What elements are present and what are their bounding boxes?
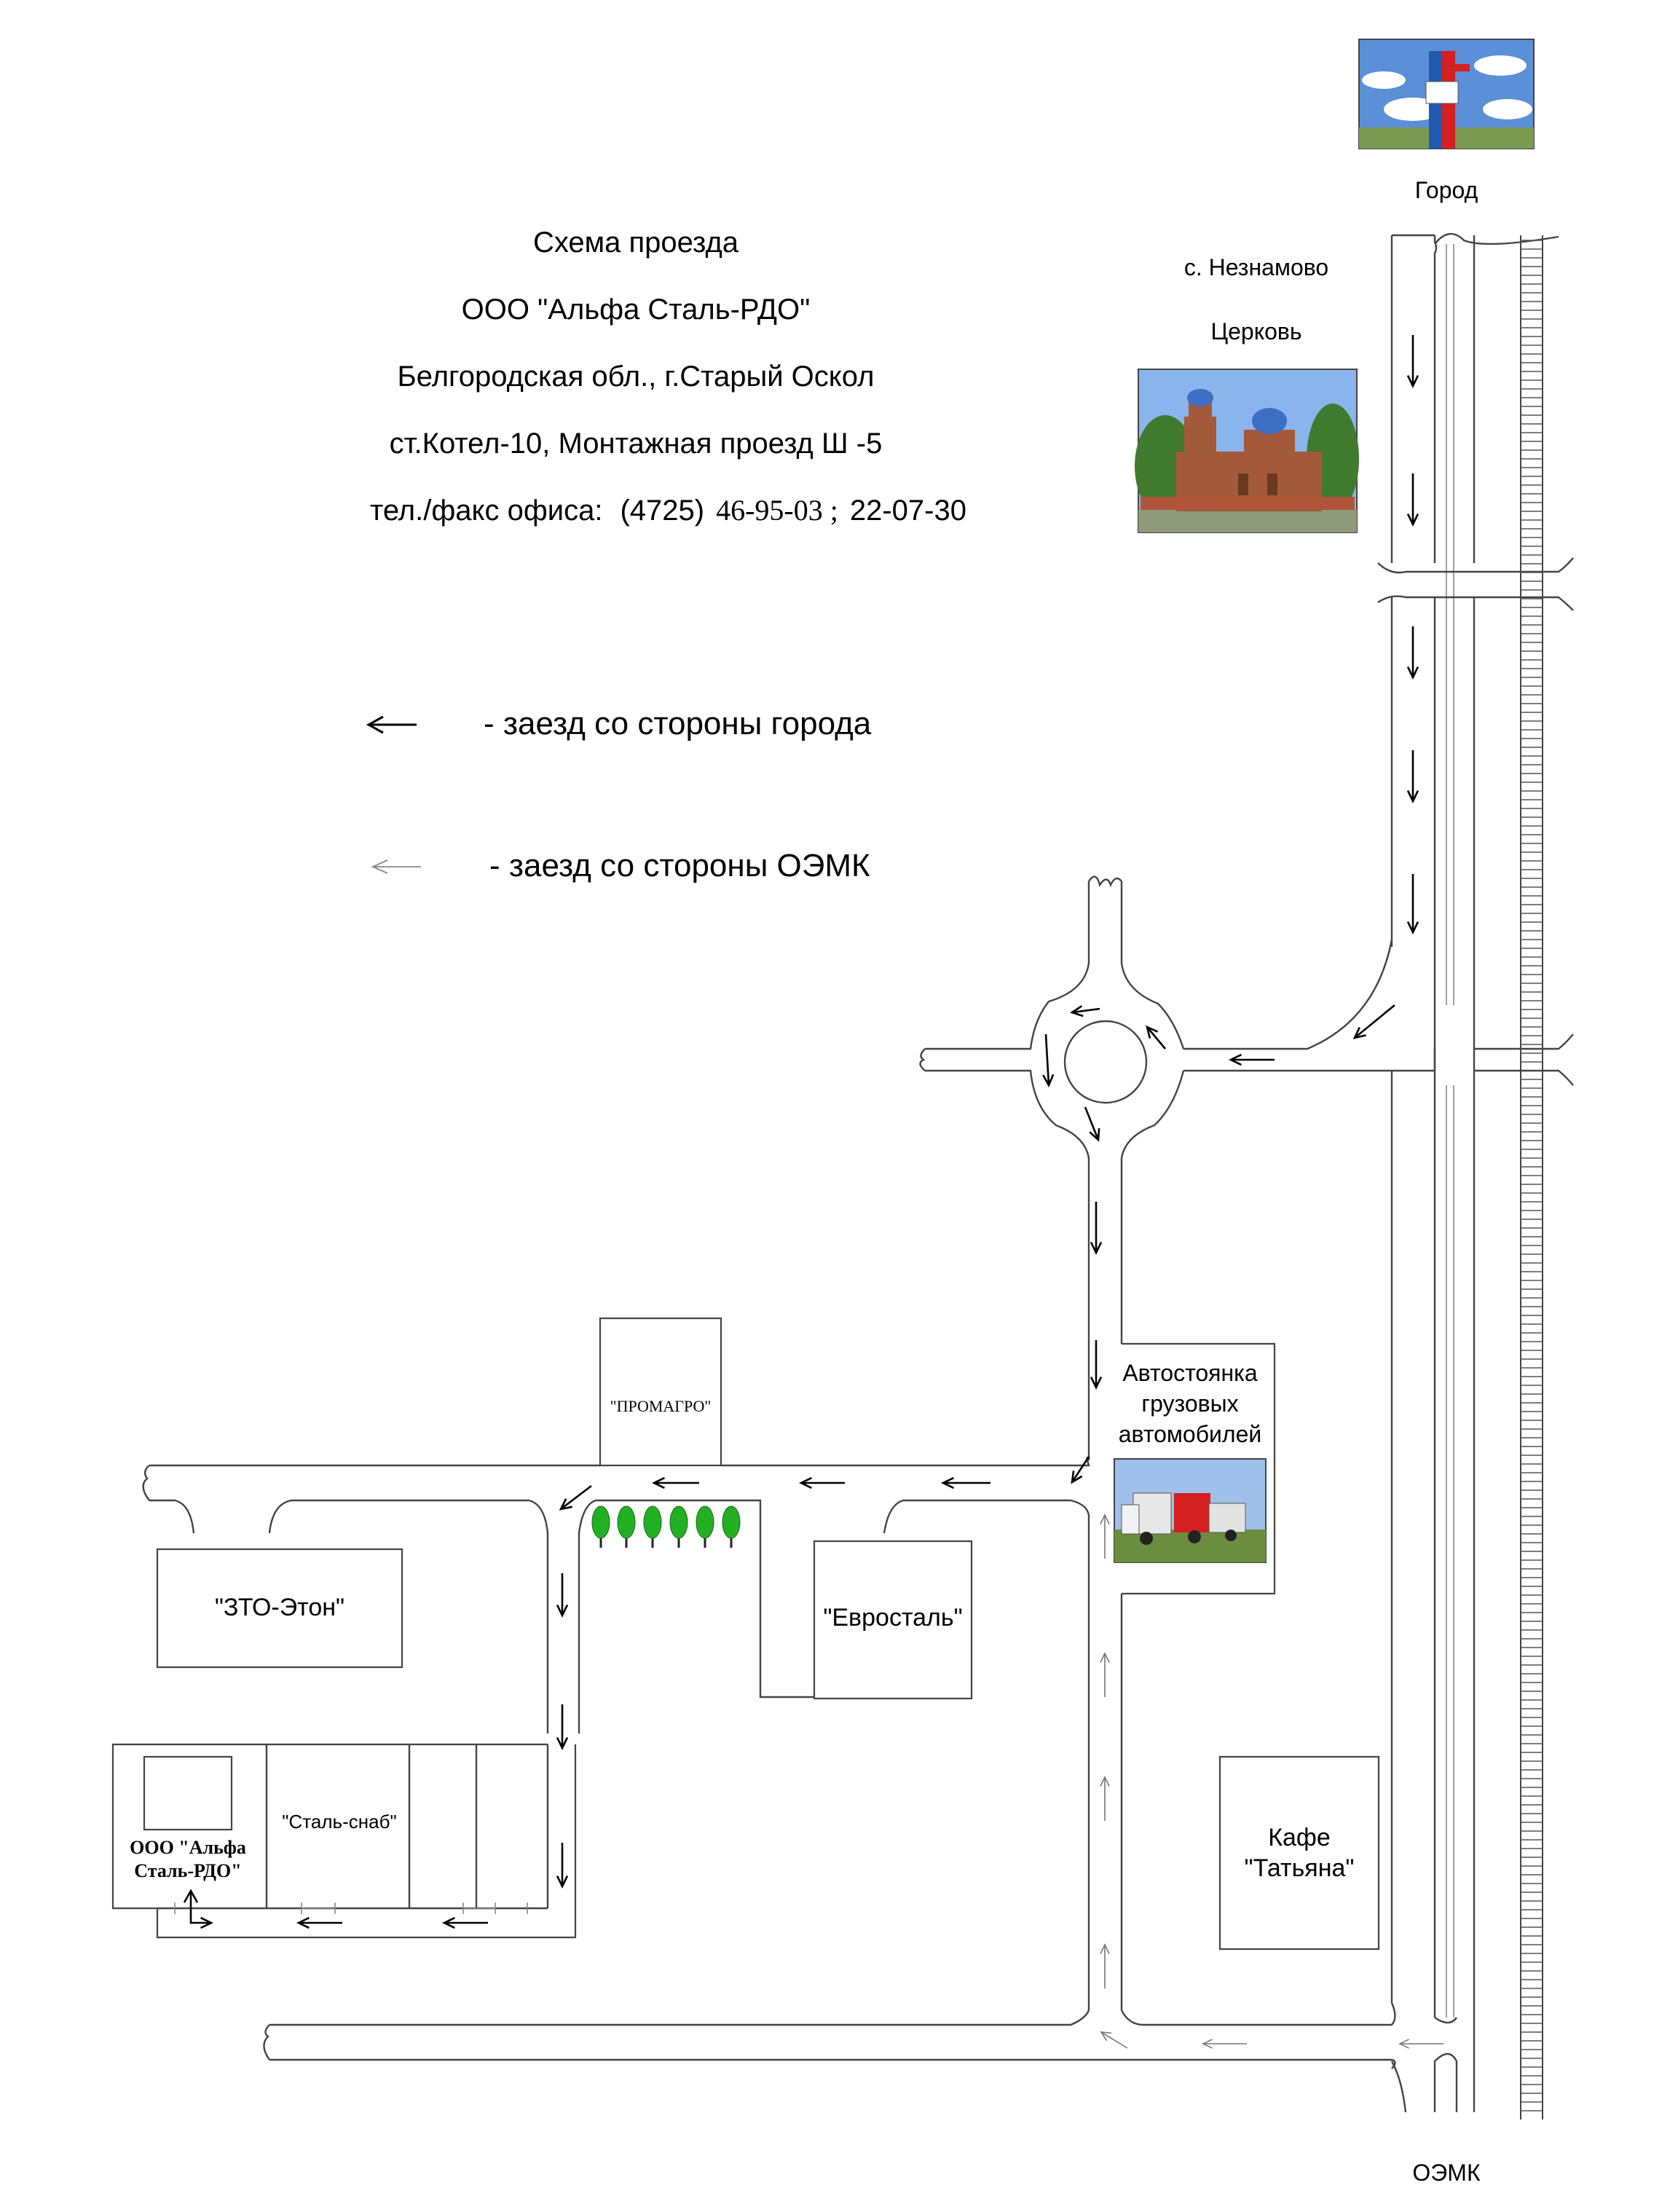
arrow-icon — [1100, 1653, 1109, 1697]
arrow-icon — [1091, 1340, 1101, 1388]
arrow-icon — [1100, 1945, 1109, 1988]
legend-city-text: - заезд со стороны города — [484, 706, 872, 741]
zto-label: "ЗТО-Этон" — [214, 1594, 345, 1621]
phone-number-2: 22-07-30 — [849, 495, 966, 527]
phone-line — [370, 494, 966, 527]
right-stub-2 — [1474, 1071, 1573, 1085]
ramp-road-inner — [1183, 1049, 1435, 1071]
arrow-icon — [1072, 1457, 1089, 1482]
arrow-icon — [1100, 1777, 1109, 1821]
tree-icon — [644, 1506, 661, 1548]
trucks-photo — [1114, 1459, 1266, 1562]
address-line: ст.Котел-10, Монтажная проезд Ш -5 — [389, 428, 883, 460]
church-label: Церковь — [1210, 318, 1302, 345]
parking-label-2: грузовых — [1141, 1390, 1239, 1417]
phone-code: (4725) — [620, 495, 705, 527]
city-label: Город — [1414, 177, 1478, 203]
arrow-icon — [557, 1573, 567, 1615]
arrow-icon — [1072, 1006, 1100, 1016]
city-sign-photo — [1359, 39, 1534, 149]
arrow-icon — [654, 1478, 699, 1488]
eurostal-label: "Евросталь" — [823, 1604, 963, 1632]
promagro-label: "ПРОМАГРО" — [610, 1397, 712, 1415]
tree-icon — [722, 1506, 740, 1548]
legend-city-arrow-icon — [369, 717, 417, 733]
bottom-road — [264, 2003, 1395, 2069]
arrow-icon — [801, 1478, 845, 1488]
railway-ties — [1521, 240, 1543, 2111]
oemk-label: ОЭМК — [1412, 2160, 1481, 2186]
arrow-icon — [1400, 2039, 1443, 2048]
tree-row — [592, 1506, 740, 1548]
right-stub — [1474, 1034, 1573, 1049]
parking-label-1: Автостоянка — [1122, 1360, 1258, 1386]
arrow-icon — [1085, 1107, 1099, 1140]
promagro-building — [600, 1318, 721, 1465]
map-title: Схема проезда — [532, 227, 739, 259]
office-label-1: ООО "Альфа — [130, 1837, 246, 1858]
parking-label-3: автомобилей — [1118, 1421, 1262, 1447]
arrow-icon — [1091, 1202, 1101, 1253]
arrow-icon — [1203, 2039, 1247, 2048]
arrow-icon — [1408, 473, 1418, 524]
cafe-label-2: "Татьяна" — [1244, 1854, 1355, 1882]
arrow-icon — [557, 1704, 567, 1748]
region-line: Белгородская обл., г.Старый Оскол — [397, 361, 875, 393]
legend-oemk-text: - заезд со стороны ОЭМК — [489, 848, 870, 883]
company-name: ООО "Альфа Сталь-РДО" — [461, 294, 811, 326]
roundabout — [920, 877, 1183, 1158]
village-label: с. Незнамово — [1183, 254, 1329, 280]
arrow-icon — [561, 1486, 591, 1509]
cafe-label-1: Кафе — [1268, 1824, 1331, 1851]
phone-label: тел./факс офиса: — [370, 495, 603, 527]
cafe-building — [1220, 1757, 1379, 1949]
tree-icon — [670, 1506, 688, 1548]
phone-separator: ; — [830, 494, 838, 527]
arrow-icon — [943, 1478, 990, 1488]
arrow-icon — [1408, 750, 1418, 801]
office-label-2: Сталь-РДО" — [134, 1860, 242, 1881]
arrow-icon — [1408, 626, 1418, 677]
arrow-icon — [1101, 2032, 1127, 2048]
arrow-icon — [1100, 1515, 1109, 1559]
stalsnab-label: "Сталь-снаб" — [282, 1811, 397, 1833]
highway — [1378, 234, 1573, 2119]
legend-oemk-arrow-icon — [373, 860, 421, 873]
phone-number-1: 46-95-03 — [716, 494, 823, 527]
arrow-icon — [1147, 1027, 1165, 1049]
arrow-icon — [1408, 335, 1418, 386]
arrow-icon — [1043, 1034, 1053, 1085]
tree-icon — [592, 1506, 610, 1548]
arrow-icon — [1231, 1055, 1275, 1065]
arrow-icon — [1408, 874, 1418, 932]
tree-icon — [618, 1506, 635, 1548]
church-photo — [1135, 369, 1359, 532]
tree-icon — [696, 1506, 714, 1548]
